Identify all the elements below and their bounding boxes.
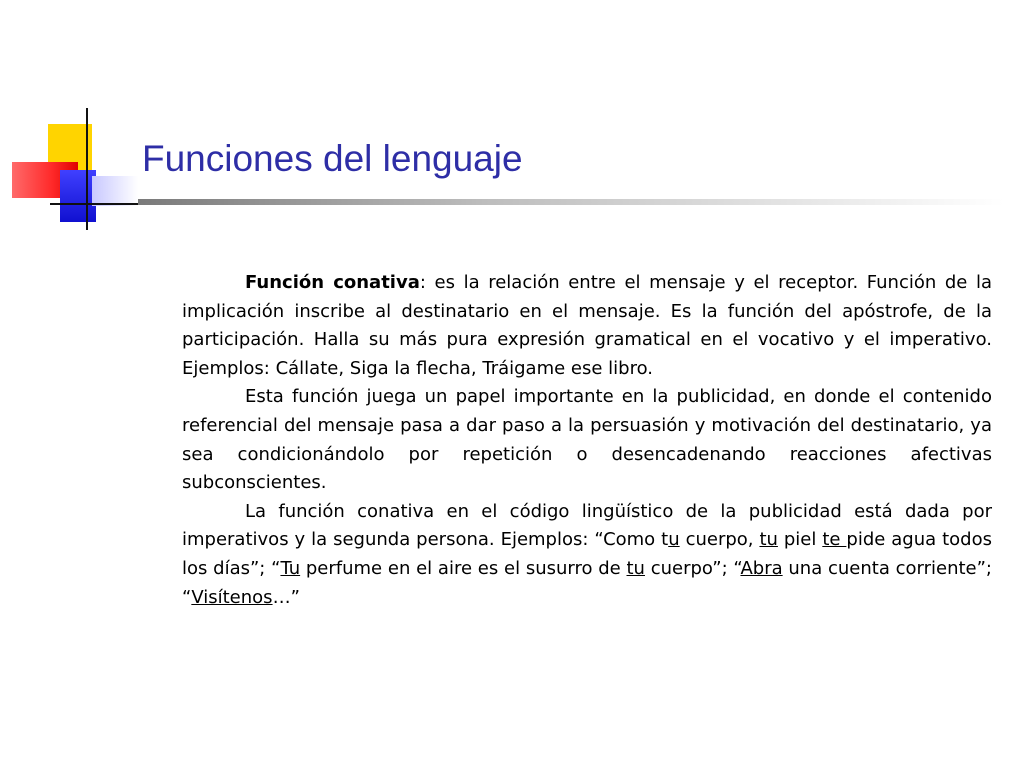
vertical-line (86, 108, 88, 230)
text-segment: una cuenta corriente”; “ (182, 557, 992, 608)
text-segment: pide agua todos los días”; “ (182, 529, 992, 579)
text-segment: perfume en el aire es el susurro de (300, 557, 627, 579)
text-segment: piel (777, 529, 823, 551)
text-segment: La función conativa en el código lingüístico de la publicidad está dada por imperativos y la segunda persona. Ejemplos: “Como t (182, 500, 992, 551)
horizontal-line (50, 203, 140, 205)
text-segment: …” (272, 586, 300, 608)
underlined-word: Visítenos (191, 586, 273, 608)
text-segment: cuerpo, (679, 529, 760, 551)
text-segment: cuerpo”; “ (644, 557, 741, 579)
paragraph-conative-definition (182, 269, 992, 383)
faded-square-shape (92, 176, 138, 206)
paragraph-advertising-role (182, 383, 992, 497)
underlined-word: Abra (740, 557, 783, 579)
paragraph-text: Esta función juega un papel importante en la publicidad, en donde el contenido referencial del mensaje pasa a dar paso a la persuasión y motivación del destinatario, ya sea condicionándolo por repetición o desencadenando reacciones afectivas subconscientes. (182, 386, 992, 494)
paragraph-advertising-examples (182, 498, 992, 612)
paragraph-text: : es la relación entre el mensaje y el receptor. Función de la implicación inscribe al destinatario en el mensaje. Es la función del apóstrofe, de la participación. Halla su más pura expresión gramatical en el vocativo y el imperativo. Ejemplos: Cállate, Siga la flecha, Tráigame ese libro. (182, 272, 993, 379)
underlined-word: tu (759, 529, 778, 551)
underlined-word: te (822, 529, 847, 551)
slide-title: Funciones del lenguaje (142, 138, 523, 179)
decorative-logo (0, 0, 150, 240)
term-funcion-conativa: Función conativa (245, 272, 420, 293)
underlined-word: tu (626, 557, 645, 579)
slide-body (182, 269, 992, 612)
underlined-word: Tu (280, 557, 301, 579)
blue-square-shape (60, 170, 96, 222)
underlined-word: u (668, 529, 680, 551)
title-underline-rule (138, 199, 1004, 205)
